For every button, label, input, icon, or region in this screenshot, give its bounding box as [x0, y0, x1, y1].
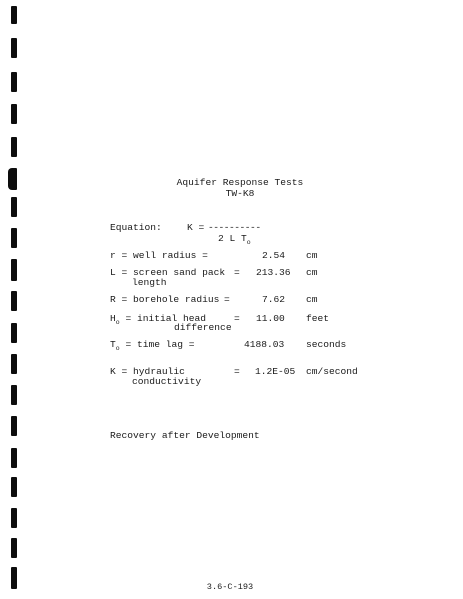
row-borehole-radius [110, 294, 219, 305]
description: = borehole radius [121, 294, 220, 305]
symbol: r [110, 250, 116, 261]
binding-hole [11, 567, 17, 589]
symbol: T [110, 339, 116, 350]
equation-lhs: K = [187, 222, 205, 233]
binding-hole [11, 228, 17, 248]
value-hydraulic-conductivity: 1.2E-05 [255, 366, 296, 377]
binding-hole [8, 168, 17, 190]
binding-hole [11, 538, 17, 558]
binding-hole [11, 508, 17, 528]
equals-sign: = [234, 313, 240, 324]
unit-borehole-radius: cm [306, 294, 318, 305]
equation-fraction-line: ---------- [208, 222, 261, 233]
binding-hole [11, 6, 17, 24]
well-id: TW-K8 [225, 188, 255, 199]
description: = time lag = [125, 339, 195, 350]
row-well-radius [110, 250, 208, 261]
equals-sign: = [234, 366, 240, 377]
description: = well radius = [121, 250, 208, 261]
page-number: 3.6-C-193 [206, 582, 254, 592]
value-screen-sand-pack: 213.36 [256, 267, 291, 278]
equation-denominator: 2 L $T_o$ [218, 233, 251, 246]
value-time-lag: 4188.03 [244, 339, 285, 350]
binding-hole [11, 38, 17, 58]
binding-hole [11, 477, 17, 497]
row-initial-head: $H_o$ = initial head [110, 313, 207, 326]
description: = hydraulic [121, 366, 185, 377]
symbol: K [110, 366, 116, 377]
unit-time-lag: seconds [306, 339, 347, 350]
value-initial-head: 11.00 [256, 313, 285, 324]
binding-hole [11, 197, 17, 217]
recovery-note: Recovery after Development [110, 430, 260, 441]
binding-hole [11, 104, 17, 124]
description: = screen sand pack [121, 267, 226, 278]
equals-sign: = [224, 294, 230, 305]
equals-sign: = [234, 267, 240, 278]
symbol: H [110, 313, 116, 324]
binding-hole [11, 448, 17, 468]
binding-hole [11, 137, 17, 157]
unit-hydraulic-conductivity: cm/second [306, 366, 358, 377]
binding-hole [11, 416, 17, 436]
equation-label: Equation: [110, 222, 162, 233]
description: = initial head [125, 313, 207, 324]
binding-hole [11, 323, 17, 343]
binding-hole [11, 291, 17, 311]
row-screen-sand-pack [110, 267, 225, 278]
value-well-radius: 2.54 [262, 250, 286, 261]
description-cont: length [132, 277, 167, 288]
unit-initial-head: feet [306, 313, 330, 324]
description-cont: conductivity [132, 376, 202, 387]
symbol: L [110, 267, 116, 278]
unit-screen-sand-pack: cm [306, 267, 318, 278]
symbol: R [110, 294, 116, 305]
row-time-lag: $T_o$ = time lag = [110, 339, 195, 352]
binding-hole [11, 354, 17, 374]
unit-well-radius: cm [306, 250, 318, 261]
binding-hole [11, 259, 17, 281]
binding-hole [11, 72, 17, 92]
description-cont: difference [174, 322, 232, 333]
document-title: Aquifer Response Tests [176, 177, 304, 188]
value-borehole-radius: 7.62 [262, 294, 286, 305]
binding-hole [11, 385, 17, 405]
